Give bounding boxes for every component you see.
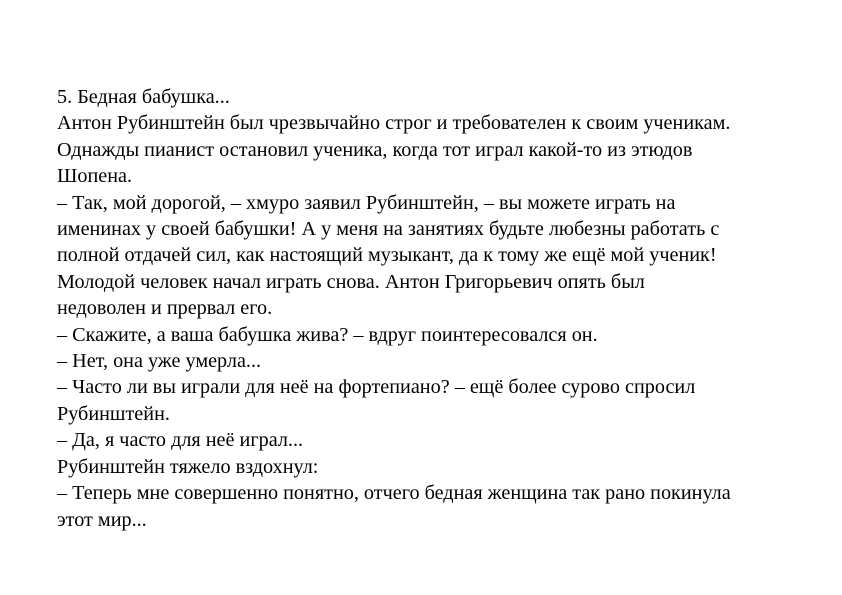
story-line: Шопена. <box>57 165 133 188</box>
story-line: Рубинштейн тяжело вздохнул: <box>57 455 319 478</box>
dialogue-line: полной отдачей сил, как настоящий музыкант, да к тому же ещё мой ученик! <box>57 244 717 267</box>
story-line: недоволен и прервал его. <box>57 297 273 320</box>
dialogue-line: – Да, я часто для неё играл... <box>57 429 304 452</box>
story-line: Антон Рубинштейн был чрезвычайно строг и требователен к своим ученикам. <box>57 112 731 135</box>
dialogue-line: – Теперь мне совершенно понятно, отчего бедная женщина так рано покинула <box>57 482 731 505</box>
dialogue-line: именинах у своей бабушки! А у меня на занятиях будьте любезны работать с <box>57 218 720 241</box>
dialogue-line: – Часто ли вы играли для неё на фортепиано? – ещё более сурово спросил <box>57 376 696 399</box>
dialogue-line: Рубинштейн. <box>57 402 170 425</box>
dialogue-line: этот мир... <box>57 508 147 531</box>
story-text <box>57 84 817 533</box>
story-line: Молодой человек начал играть снова. Антон Григорьевич опять был <box>57 270 645 293</box>
dialogue-line: – Так, мой дорогой, – хмуро заявил Рубинштейн, – вы можете играть на <box>57 191 676 214</box>
story-title: 5. Бедная бабушка... <box>57 86 230 108</box>
dialogue-line: – Скажите, а ваша бабушка жива? – вдруг поинтересовался он. <box>57 323 598 346</box>
dialogue-line: – Нет, она уже умерла... <box>57 350 262 373</box>
story-line: Однажды пианист остановил ученика, когда тот играл какой-то из этюдов <box>57 138 693 161</box>
